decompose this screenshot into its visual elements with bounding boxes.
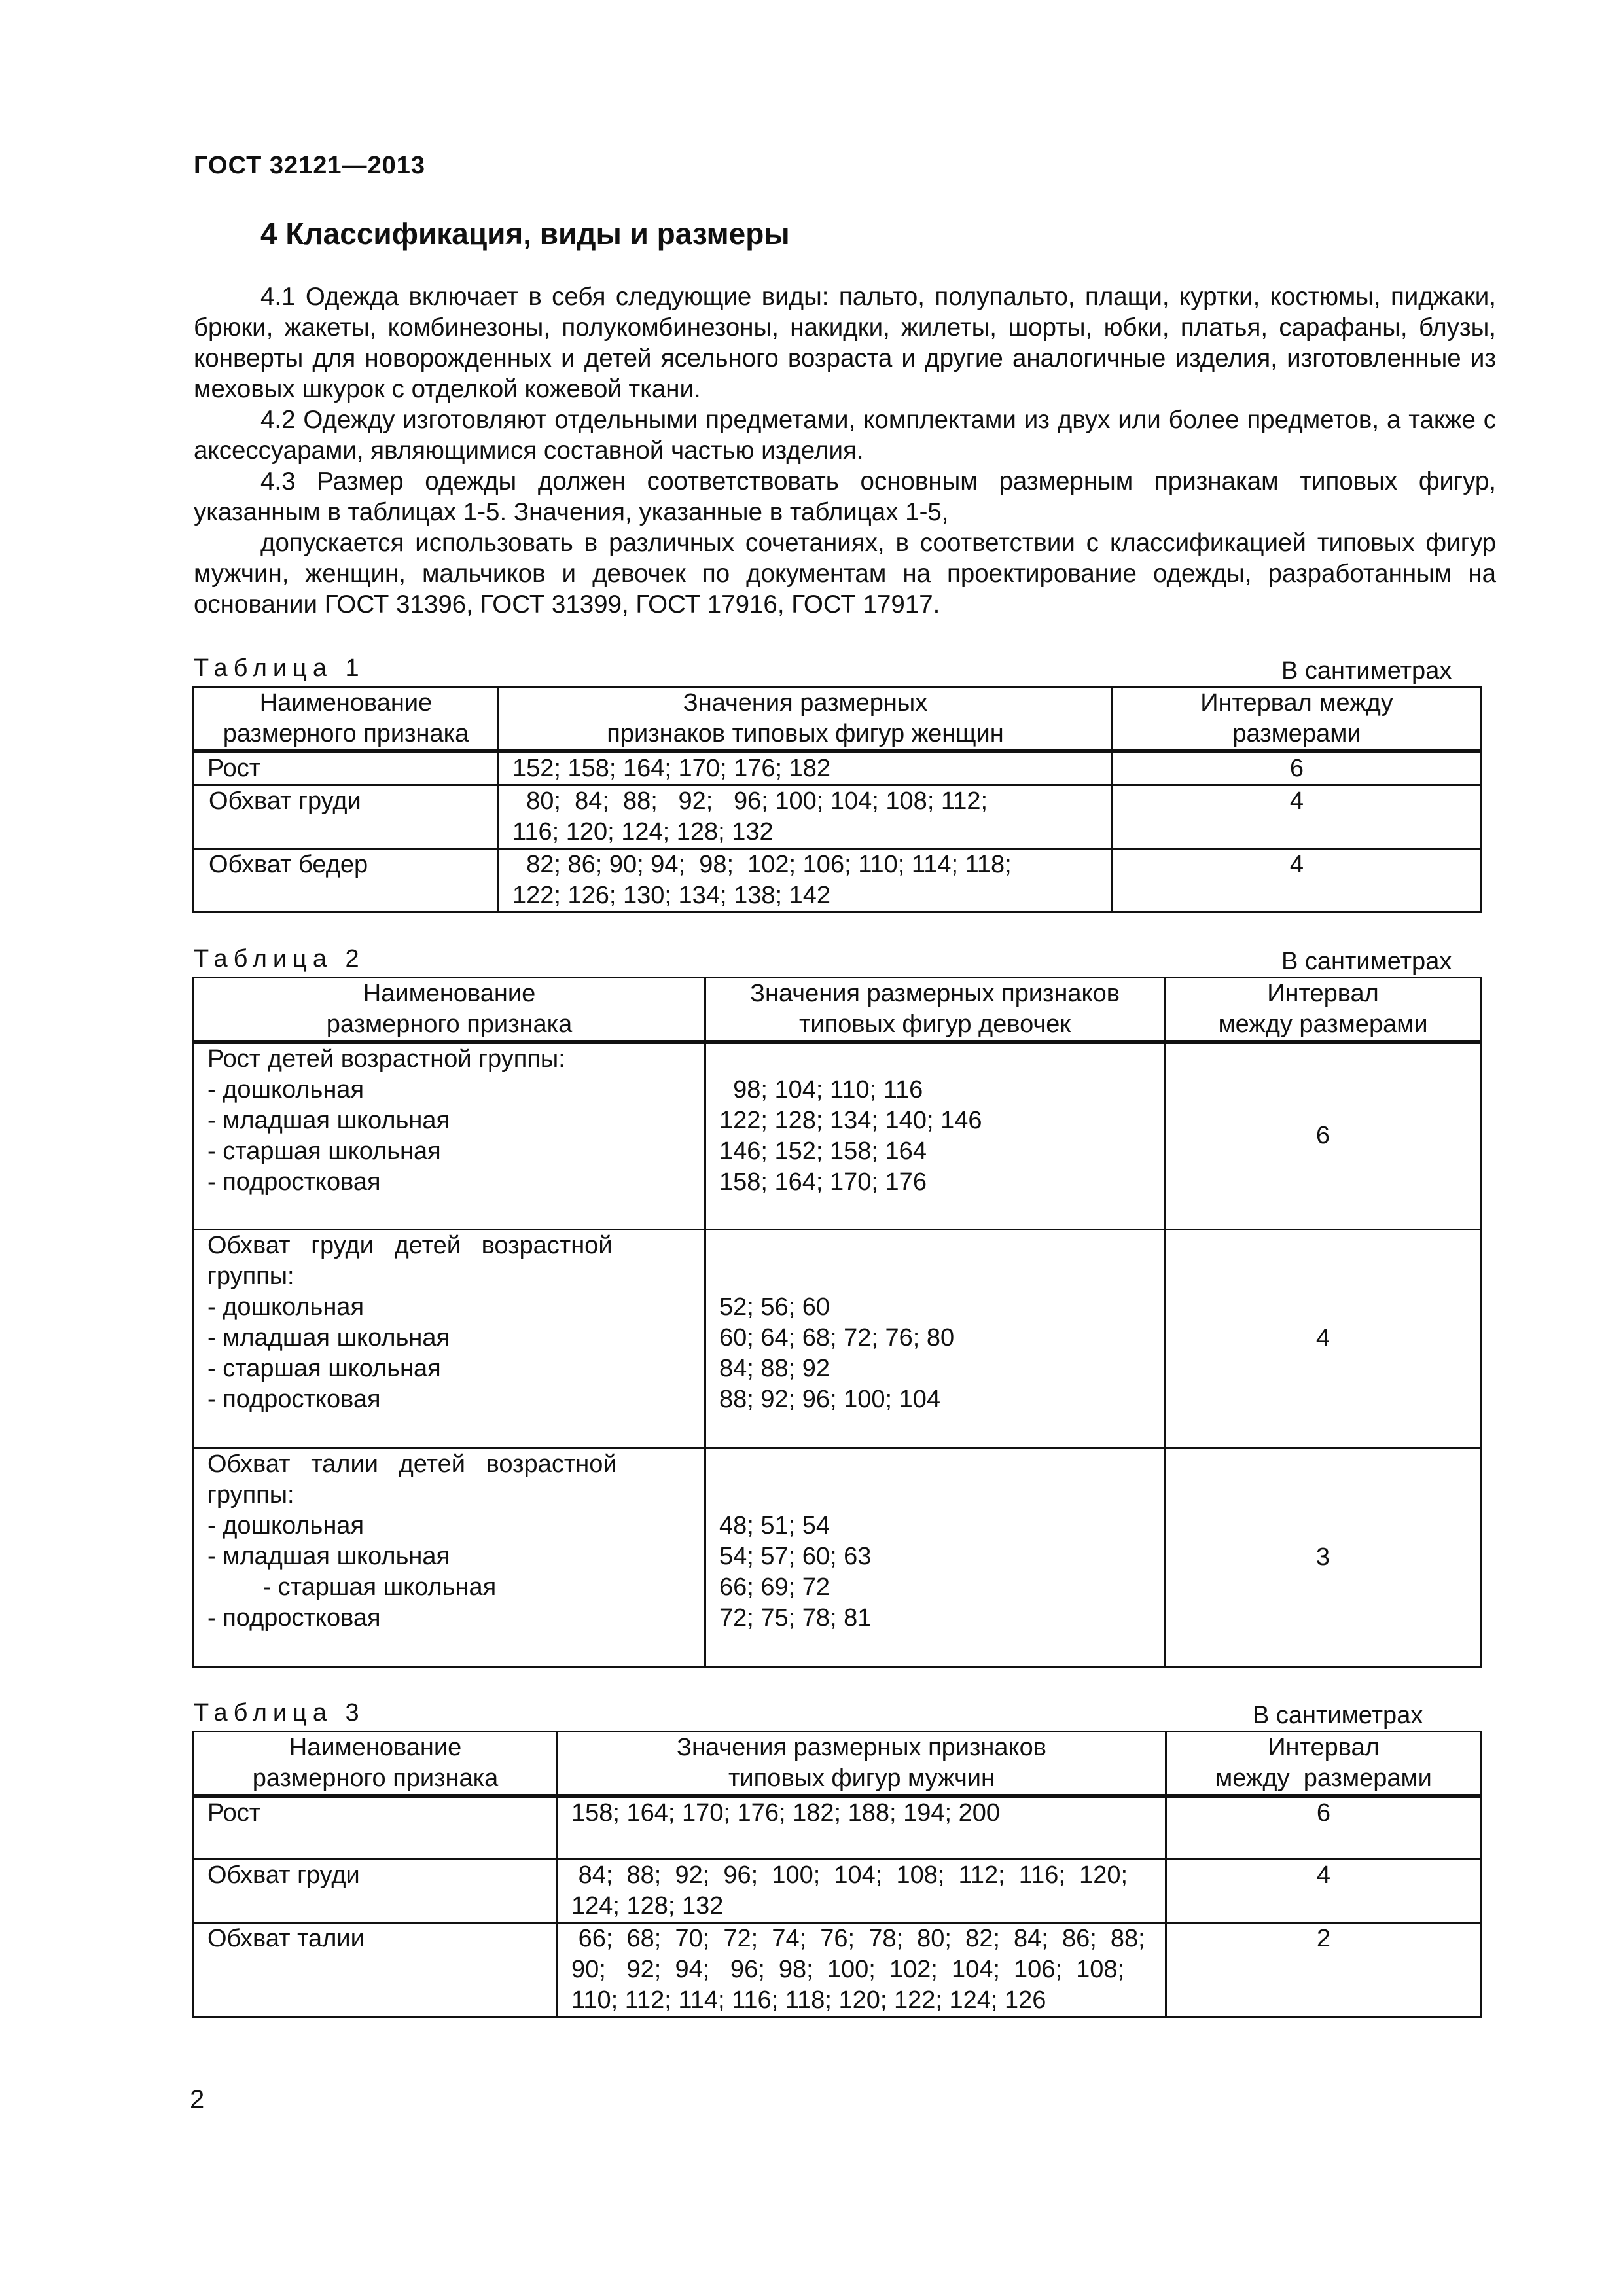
table1-row3-values: 82; 86; 90; 94; 98; 102; 106; 110; 114; 118; 122; 126; 130; 134; 138; 142	[499, 849, 1113, 912]
page-number: 2	[190, 2085, 205, 2114]
table1-header-interval: Интервал между размерами	[1113, 687, 1482, 752]
table1	[192, 686, 1482, 913]
table3-header-row	[194, 1732, 1482, 1797]
table2-row2-interval: 4	[1165, 1229, 1482, 1448]
table3-row1-name: Рост	[194, 1796, 558, 1859]
table2-header-name: Наименование размерного признака	[194, 978, 705, 1043]
table-row	[194, 1796, 1482, 1859]
table2-row1-name: Рост детей возрастной группы: - дошкольная - младшая школьная - старшая школьная - подростковая	[194, 1042, 705, 1229]
table1-row2-values: 80; 84; 88; 92; 96; 100; 104; 108; 112; 116; 120; 124; 128; 132	[499, 785, 1113, 849]
paragraph-4-1: 4.1 Одежда включает в себя следующие виды: пальто, полупальто, плащи, куртки, костюмы, пиджаки, брюки, жакеты, комбинезоны, полукомбинезоны, накидки, жилеты, шорты, юбки, платья, сарафаны, блузы, конверты для новорожденных и детей ясельного возраста и другие аналогичные изделия, изготовленные из меховых шкурок с отделкой кожевой ткани.	[194, 283, 1496, 403]
table3	[192, 1731, 1482, 2018]
table1-header-row	[194, 687, 1482, 752]
table-row	[194, 785, 1482, 849]
section-body	[194, 281, 1496, 620]
table1-row2-interval: 4	[1113, 785, 1482, 849]
table3-row2-interval: 4	[1166, 1859, 1482, 1922]
table2-header-interval: Интервал между размерами	[1165, 978, 1482, 1043]
table3-row3-interval: 2	[1166, 1922, 1482, 2017]
table1-row1-values: 152; 158; 164; 170; 176; 182	[499, 751, 1113, 785]
table2-row2-values: 52; 56; 60 60; 64; 68; 72; 76; 80 84; 88; 92 88; 92; 96; 100; 104	[705, 1229, 1165, 1448]
table3-row3-values: 66; 68; 70; 72; 74; 76; 78; 80; 82; 84; 86; 88; 90; 92; 94; 96; 98; 100; 102; 104; 106; 108; 110; 112; 114; 116; 118; 120; 122; 124; 126	[558, 1922, 1166, 2017]
table-row	[194, 1229, 1482, 1448]
table3-row1-values: 158; 164; 170; 176; 182; 188; 194; 200	[558, 1796, 1166, 1859]
table2-header-values: Значения размерных признаков типовых фигур девочек	[705, 978, 1165, 1043]
table2-row3-name: Обхват талии детей возрастной группы: - дошкольная - младшая школьная - старшая школьная - подростковая	[194, 1448, 705, 1666]
table-row	[194, 1448, 1482, 1666]
table2-header-row	[194, 978, 1482, 1043]
table2	[192, 977, 1482, 1668]
document-id-header: ГОСТ 32121—2013	[194, 152, 426, 179]
table2-caption: Таблица 2	[194, 945, 365, 973]
table3-caption: Таблица 3	[194, 1699, 365, 1727]
table2-row3-interval: 3	[1165, 1448, 1482, 1666]
table2-row2-name: Обхват груди детей возрастной группы: - дошкольная - младшая школьная - старшая школьная - подростковая	[194, 1229, 705, 1448]
table2-row3-values: 48; 51; 54 54; 57; 60; 63 66; 69; 72 72; 75; 78; 81	[705, 1448, 1165, 1666]
table2-row1-interval: 6	[1165, 1042, 1482, 1229]
table3-header-interval: Интервал между размерами	[1166, 1732, 1482, 1797]
paragraph-4-2: 4.2 Одежду изготовляют отдельными предметами, комплектами из двух или более предметов, а также с аксессуарами, являющимися составной частью изделия.	[194, 406, 1496, 465]
table1-row1-name: Рост	[194, 751, 499, 785]
table-row	[194, 751, 1482, 785]
table-row	[194, 1922, 1482, 2017]
table3-row2-values: 84; 88; 92; 96; 100; 104; 108; 112; 116; 120; 124; 128; 132	[558, 1859, 1166, 1922]
table3-row3-name: Обхват талии	[194, 1922, 558, 2017]
section-title: 4 Классификация, виды и размеры	[260, 217, 790, 251]
table1-row2-name: Обхват груди	[194, 785, 499, 849]
table3-units: В сантиметрах	[1253, 1702, 1423, 1729]
table-row	[194, 849, 1482, 912]
table1-row3-name: Обхват бедер	[194, 849, 499, 912]
table2-row1-values: 98; 104; 110; 116 122; 128; 134; 140; 146 146; 152; 158; 164 158; 164; 170; 176	[705, 1042, 1165, 1229]
table1-header-name: Наименование размерного признака	[194, 687, 499, 752]
table1-row1-interval: 6	[1113, 751, 1482, 785]
table3-row1-interval: 6	[1166, 1796, 1482, 1859]
table1-caption: Таблица 1	[194, 655, 365, 682]
table3-header-name: Наименование размерного признака	[194, 1732, 558, 1797]
table1-units: В сантиметрах	[1281, 657, 1452, 685]
table-row	[194, 1042, 1482, 1229]
paragraph-4-3-cont: допускается использовать в различных сочетаниях, в соответствии с классификацией типовых фигур мужчин, женщин, мальчиков и девочек по документам на проектирование одежды, разработанным на основании ГОСТ 31396, ГОСТ 31399, ГОСТ 17916, ГОСТ 17917.	[194, 529, 1496, 619]
table-row	[194, 1859, 1482, 1922]
table3-header-values: Значения размерных признаков типовых фигур мужчин	[558, 1732, 1166, 1797]
table1-header-values: Значения размерных признаков типовых фигур женщин	[499, 687, 1113, 752]
paragraph-4-3: 4.3 Размер одежды должен соответствовать основным размерным признакам типовых фигур, указанным в таблицах 1-5. Значения, указанные в таблицах 1-5,	[194, 467, 1496, 526]
table1-row3-interval: 4	[1113, 849, 1482, 912]
table2-units: В сантиметрах	[1281, 948, 1452, 975]
table3-row2-name: Обхват груди	[194, 1859, 558, 1922]
